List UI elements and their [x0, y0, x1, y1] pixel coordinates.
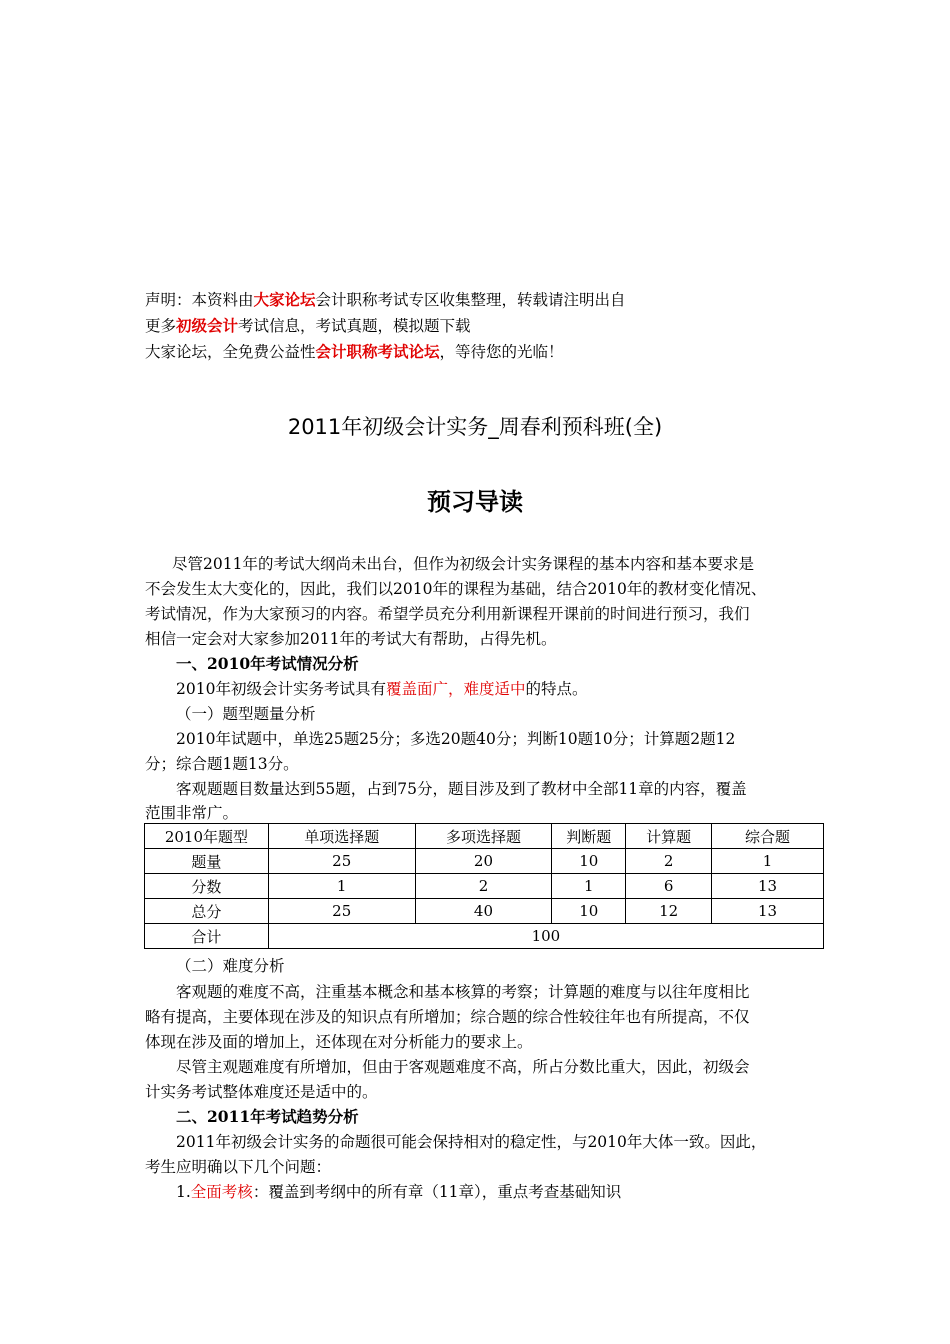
- subheading-question-types: （一）题型题量分析: [176, 705, 316, 723]
- table-cell: 2: [415, 874, 552, 899]
- table-cell: 6: [626, 874, 712, 899]
- table-cell: 1: [552, 874, 626, 899]
- table-cell: 1: [268, 874, 415, 899]
- intro-line: 尽管2011年的考试大纲尚未出台，但作为初级会计实务课程的基本内容和基本要求是: [172, 555, 754, 573]
- table-row: [145, 874, 824, 899]
- feature-highlight: 覆盖面广，难度适中: [385, 680, 526, 698]
- difficulty-line: 略有提高，主要体现在涉及的知识点有所增加；综合题的综合性较往年也有所提高，不仅: [145, 1008, 750, 1026]
- list-item-number: 1.: [176, 1183, 191, 1201]
- heading-2011-trend: 二、2011年考试趋势分析: [176, 1107, 359, 1126]
- difficulty-line: 体现在涉及面的增加上，还体现在对分析能力的要求上。: [145, 1033, 533, 1051]
- feature-text: 2010年初级会计实务考试具有: [176, 680, 386, 698]
- forum-link[interactable]: 大家论坛: [253, 290, 316, 309]
- notice-line-1: [145, 290, 626, 310]
- notice-text: 大家论坛，全免费公益性: [145, 343, 316, 361]
- notice-text: 会计职称考试专区收集整理，转载请注明出自: [315, 291, 626, 309]
- table-cell: 25: [268, 849, 415, 874]
- table-row: [145, 899, 824, 924]
- objective-line: 客观题题目数量达到55题，占到75分，题目涉及到了教材中全部11章的内容，覆盖: [176, 780, 747, 798]
- table-cell: 题量: [145, 849, 269, 874]
- list-item-text: ：覆盖到考纲中的所有章（11章），重点考查基础知识: [252, 1183, 622, 1201]
- table-cell: 13: [712, 874, 824, 899]
- intro-line: 不会发生太大变化的，因此，我们以2010年的课程为基础，结合2010年的教材变化情况、: [145, 580, 767, 598]
- difficulty-line: 客观题的难度不高，注重基本概念和基本核算的考察；计算题的难度与以往年度相比: [176, 983, 750, 1001]
- overall-line: 计实务考试整体难度还是适中的。: [145, 1083, 378, 1101]
- table-header-cell: 单项选择题: [268, 824, 415, 849]
- feature-text: 的特点。: [525, 680, 588, 698]
- table-header-cell: 2010年题型: [145, 824, 269, 849]
- trend-line: 2011年初级会计实务的命题很可能会保持相对的稳定性，与2010年大体一致。因此，: [176, 1133, 767, 1151]
- table-cell: 12: [626, 899, 712, 924]
- table-cell: 分数: [145, 874, 269, 899]
- list-item-keyword: 全面考核: [190, 1183, 253, 1201]
- table-header-row: [145, 824, 824, 849]
- table-row: [145, 849, 824, 874]
- table-cell: 1: [712, 849, 824, 874]
- junior-accounting-link[interactable]: 初级会计: [176, 316, 239, 335]
- table-header-cell: 多项选择题: [415, 824, 552, 849]
- feature-paragraph: [176, 679, 587, 699]
- notice-text: 考试信息，考试真题，模拟题下载: [238, 317, 471, 335]
- document-title: 2011年初级会计实务_周春利预科班(全): [287, 415, 663, 439]
- table-total-label: 合计: [145, 924, 269, 949]
- notice-line-3: [145, 342, 564, 362]
- table-cell: 25: [268, 899, 415, 924]
- table-cell: 20: [415, 849, 552, 874]
- table-cell: 2: [626, 849, 712, 874]
- table-cell: 13: [712, 899, 824, 924]
- table-cell: 总分: [145, 899, 269, 924]
- subheading-difficulty: （二）难度分析: [176, 957, 285, 975]
- notice-text: 更多: [145, 317, 177, 335]
- list-item: [176, 1182, 621, 1202]
- table-header-cell: 判断题: [552, 824, 626, 849]
- table-header-cell: 计算题: [626, 824, 712, 849]
- notice-text: 声明：本资料由: [145, 291, 254, 309]
- overall-line: 尽管主观题难度有所增加，但由于客观题难度不高，所占分数比重大，因此，初级会: [176, 1058, 750, 1076]
- table-cell: 10: [552, 849, 626, 874]
- objective-line: 范围非常广。: [145, 804, 239, 822]
- intro-line: 考试情况，作为大家预习的内容。希望学员充分利用新课程开课前的时间进行预习，我们: [145, 605, 750, 623]
- table-cell: 40: [415, 899, 552, 924]
- table-header-cell: 综合题: [712, 824, 824, 849]
- intro-line: 相信一定会对大家参加2011年的考试大有帮助，占得先机。: [145, 630, 557, 648]
- table-total-value: 100: [268, 924, 823, 949]
- score-table: [144, 823, 824, 949]
- trend-line: 考生应明确以下几个问题：: [145, 1158, 332, 1176]
- notice-text: ，等待您的光临！: [439, 343, 564, 361]
- notice-line-2: [145, 316, 471, 336]
- distribution-line: 分；综合题1题13分。: [145, 755, 299, 773]
- table-total-row: [145, 924, 824, 949]
- distribution-line: 2010年试题中，单选25题25分；多选20题40分；判断10题10分；计算题2题12: [176, 730, 736, 748]
- section-title: 预习导读: [427, 488, 523, 516]
- heading-2010-analysis: 一、2010年考试情况分析: [176, 654, 359, 673]
- table-cell: 10: [552, 899, 626, 924]
- exam-forum-link[interactable]: 会计职称考试论坛: [315, 342, 440, 361]
